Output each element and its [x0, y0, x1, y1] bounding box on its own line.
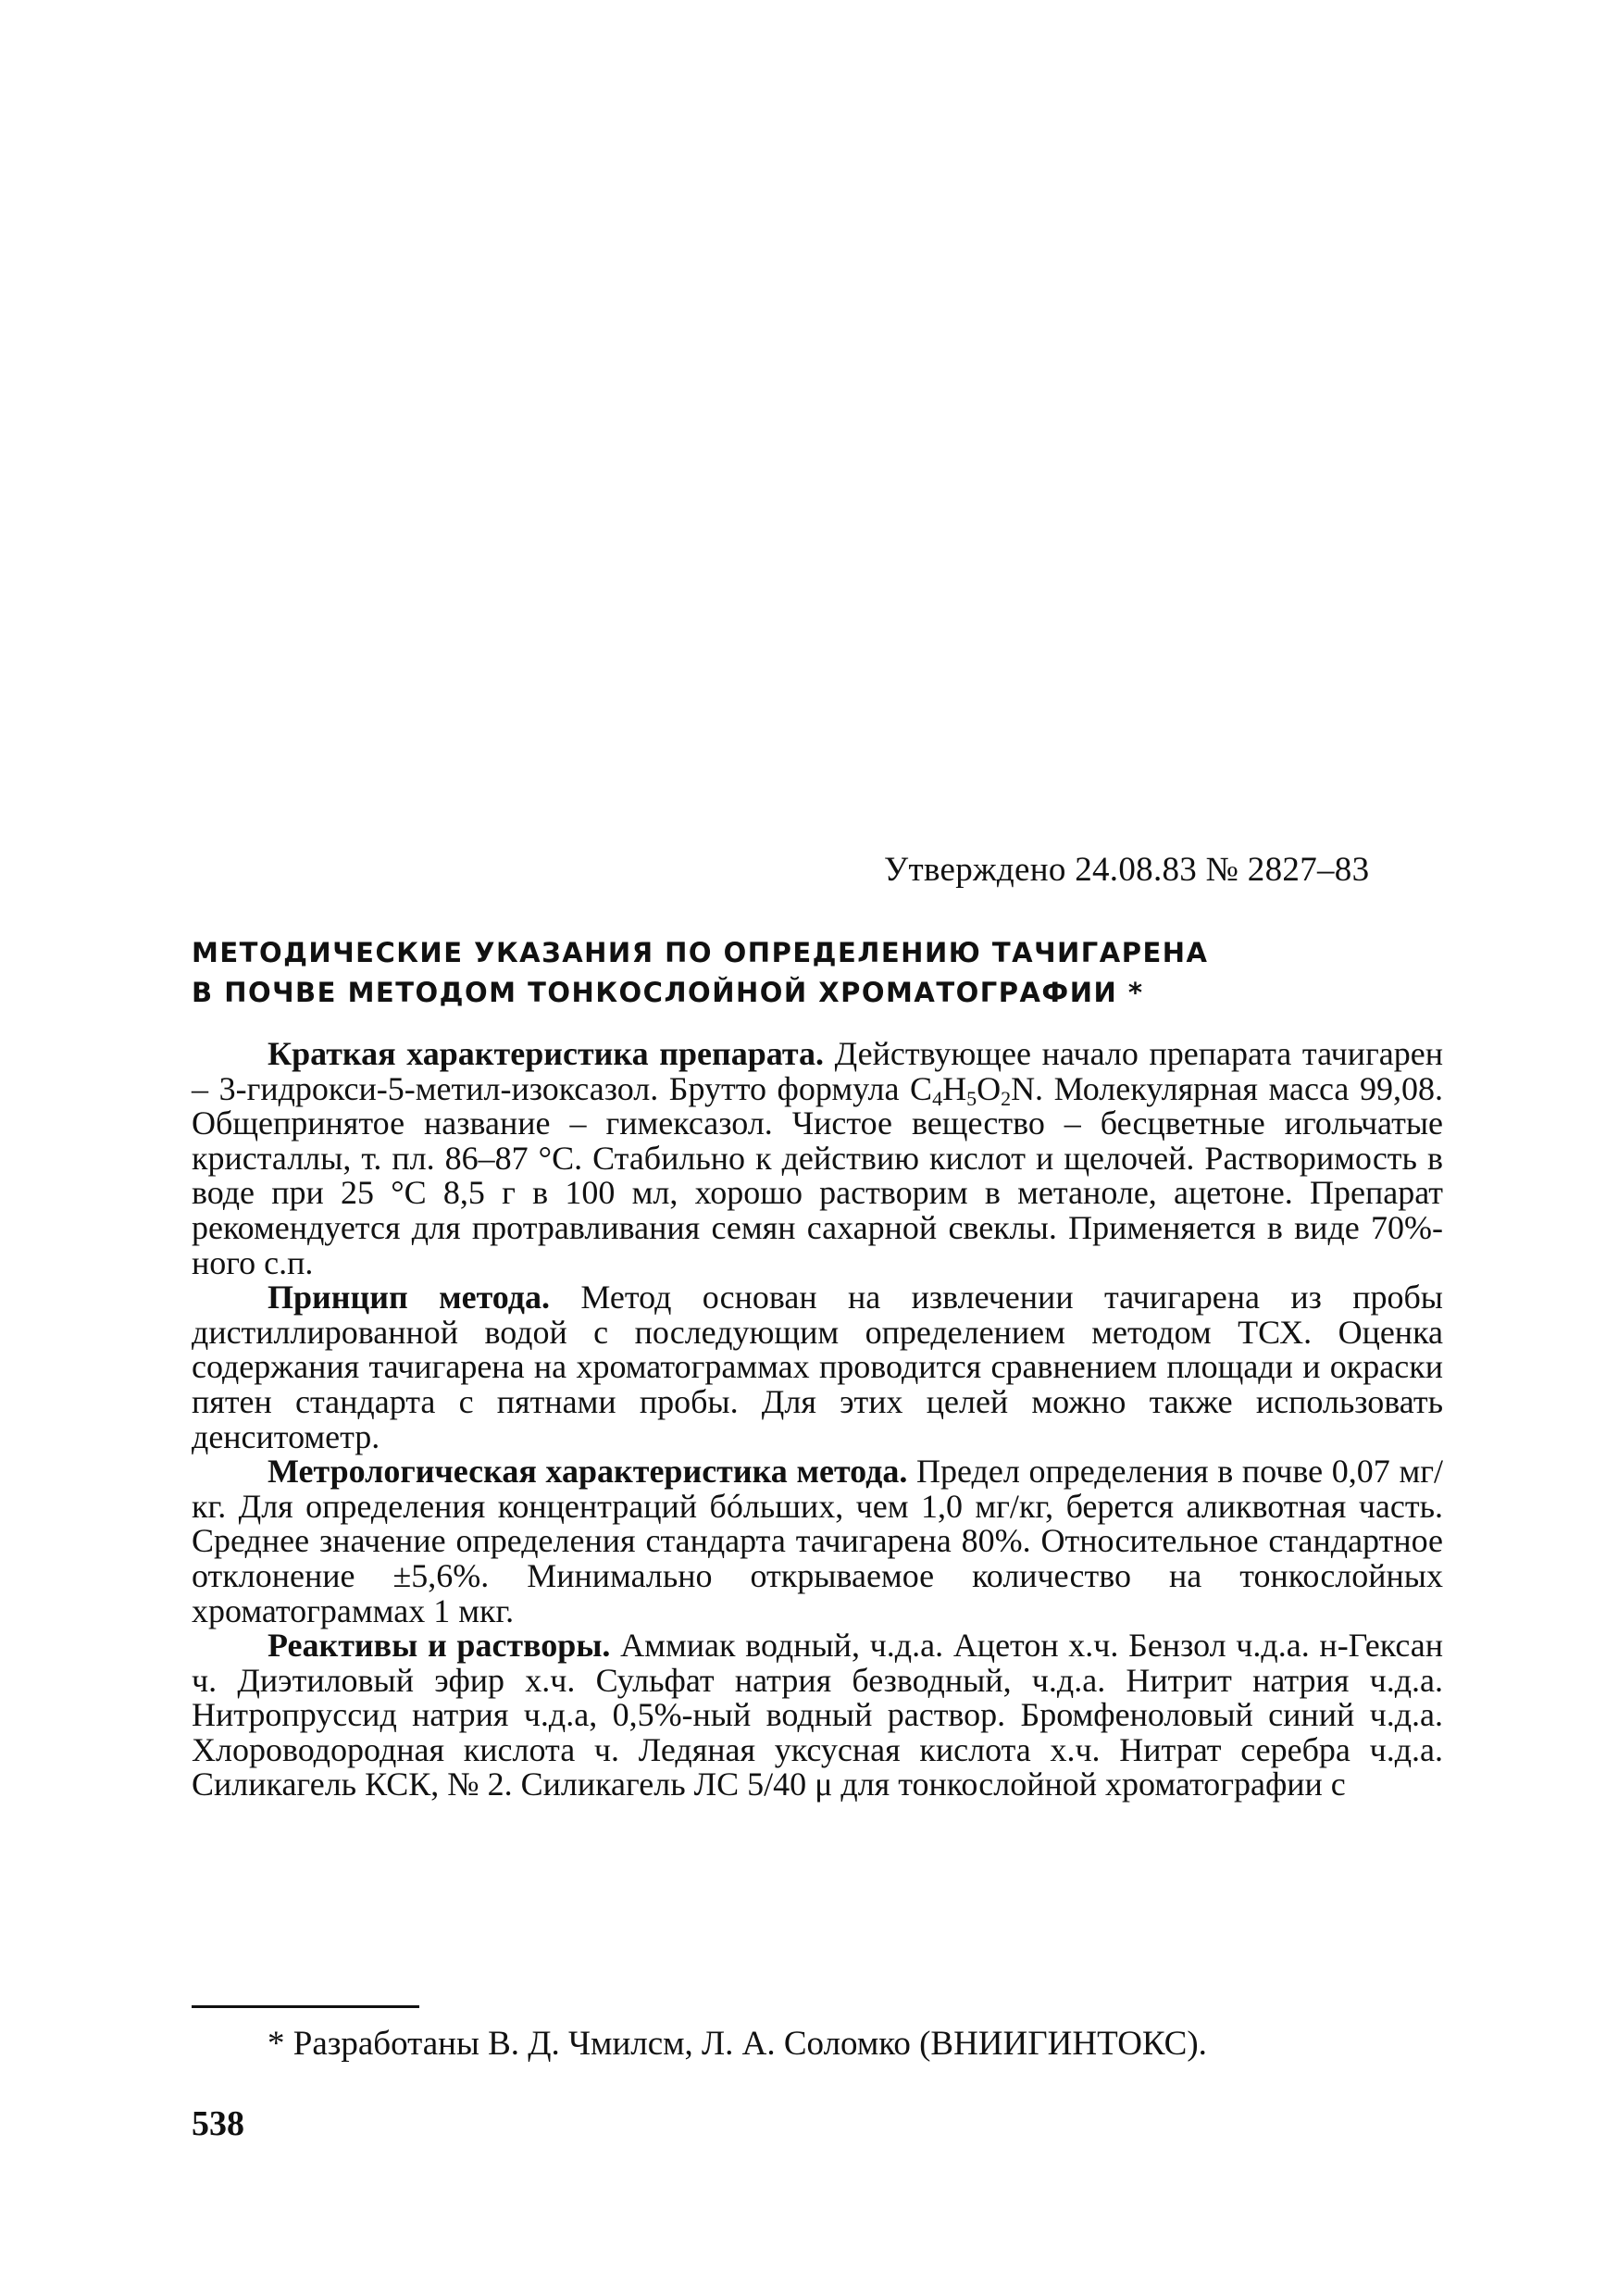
- paragraph-lead: Принцип метода.: [268, 1279, 550, 1316]
- paragraph-characteristics: [192, 1037, 1443, 1280]
- subscript: 4: [932, 1086, 943, 1110]
- paragraph-text: Предел определения в почве 0,07 мг/кг. Для определения концентраций бóльших, чем 1,0 мг/кг, берется аликвотная часть. Среднее значение определения стандарта тачигарена 80%. Относительное стандартное отклонение ±5,6%. Минимально открываемое количество на тонкослойных хроматограммах 1 мкг.: [192, 1453, 1443, 1629]
- paragraph-lead: Краткая характеристика препарата.: [268, 1035, 824, 1072]
- title-line-1: МЕТОДИЧЕСКИЕ УКАЗАНИЯ ПО ОПРЕДЕЛЕНИЮ ТАЧИГАРЕНА: [192, 937, 1209, 968]
- subscript: 2: [1001, 1086, 1012, 1110]
- title-line-2: В ПОЧВЕ МЕТОДОМ ТОНКОСЛОЙНОЙ ХРОМАТОГРАФИИ *: [192, 977, 1144, 1008]
- paragraph-text: H: [942, 1069, 967, 1107]
- paragraph-text: N. Молекулярная масса 99,08. Общепринятое название – гимексазол. Чистое вещество – бесцветные игольчатые кристаллы, т. пл. 86–87 °С. Стабильно к действию кислот и щелочей. Растворимость в воде при 25 °С 8,5 г в 100 мл, хорошо растворим в метаноле, ацетоне. Препарат рекомендуется для протравливания семян сахарной свеклы. Применяется в виде 70%-ного с.п.: [192, 1069, 1443, 1281]
- document-body: [192, 1037, 1443, 1803]
- paragraph-text: Действующее начало препарата тачигарен – 3-гидрокси-5-метил-изоксазол. Брутто формула C: [192, 1035, 1443, 1107]
- paragraph-metrology: [192, 1454, 1443, 1628]
- page-number: 538: [192, 2104, 244, 2143]
- paragraph-text: Метод основан на извлечении тачигарена из пробы дистиллированной водой с последующим определением методом ТСХ. Оценка содержания тачигарена на хроматограммах проводится сравнением площади и окраски пятен стандарта с пятнами пробы. Для этих целей можно также использовать денситометр.: [192, 1279, 1443, 1455]
- paragraph-lead: Метрологическая характеристика метода.: [268, 1453, 908, 1491]
- paragraph-text: O: [977, 1069, 1002, 1107]
- paragraph-text: Аммиак водный, ч.д.а. Ацетон х.ч. Бензол ч.д.а. н-Гексан ч. Диэтиловый эфир х.ч. Сульфат натрия безводный, ч.д.а. Нитрит натрия ч.д.а. Нитропруссид натрия ч.д.а, 0,5%-ный водный раствор. Бромфеноловый синий ч.д.а. Хлороводородная кислота ч. Ледяная уксусная кислота х.ч. Нитрат серебра ч.д.а. Силикагель КСК, № 2. Силикагель ЛС 5/40 μ для тонкослойной хроматографии с: [192, 1627, 1443, 1803]
- paragraph-lead: Реактивы и растворы.: [268, 1627, 611, 1665]
- document-title: [192, 933, 1441, 1013]
- footnote: * Разработаны В. Д. Чмилсм, Л. А. Соломко (ВНИИГИНТОКС).: [268, 2025, 1207, 2063]
- approval-line: Утверждено 24.08.83 № 2827–83: [884, 851, 1370, 889]
- subscript: 5: [966, 1086, 977, 1110]
- paragraph-reagents: [192, 1628, 1443, 1803]
- footnote-divider: [192, 2005, 419, 2008]
- paragraph-principle: [192, 1280, 1443, 1454]
